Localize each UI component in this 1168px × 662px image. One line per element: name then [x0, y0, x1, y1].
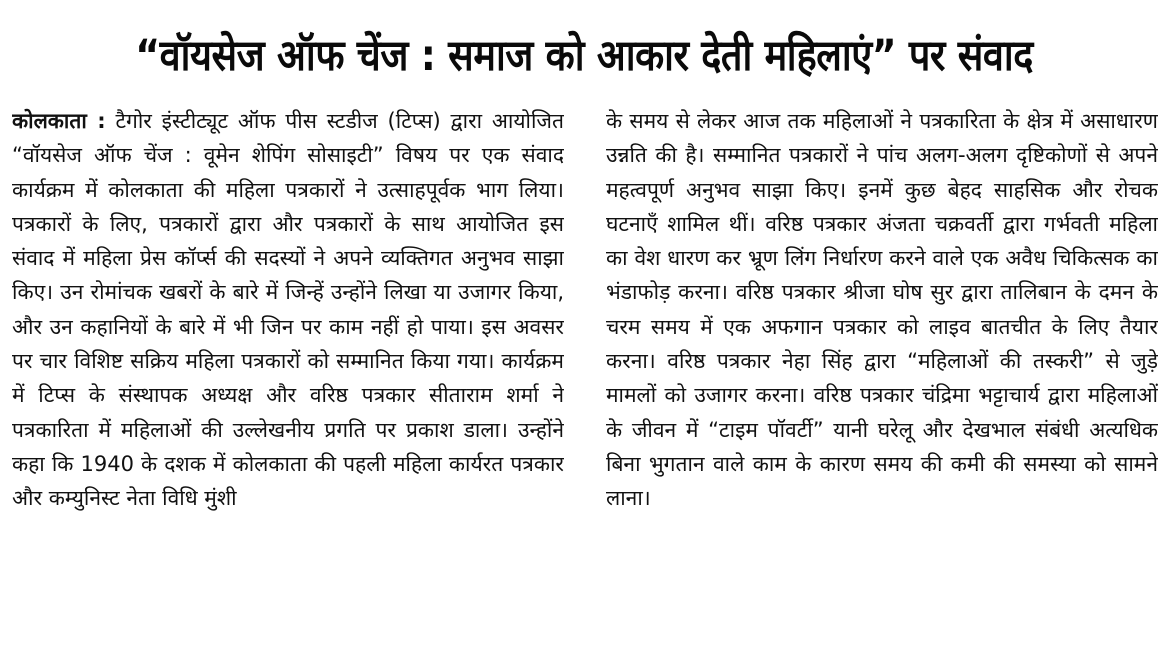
- dateline: कोलकाता :: [12, 109, 106, 133]
- article-headline: “वॉयसेज ऑफ चेंज : समाज को आकार देती महिलाएं” पर संवाद: [135, 31, 1033, 81]
- article-column-2-text: के समय से लेकर आज तक महिलाओं ने पत्रकारिता के क्षेत्र में असाधारण उन्नति की है। सम्मानित पत्रकारों ने पांच अलग-अलग दृष्टिकोणों से अपने महत्वपूर्ण अनुभव साझा किए। इनमें कुछ बेहद साहसिक और रोचक घटनाएँ शामिल थीं। वरिष्ठ पत्रकार अंजता चक्रवर्ती द्वारा गर्भवती महिला का वेश धारण कर भ्रूण लिंग निर्धारण करने वाले एक अवैध चिकित्सक का भंडाफोड़ करना। वरिष्ठ पत्रकार श्रीजा घोष सुर द्वारा तालिबान के दमन के चरम समय में एक अफगान पत्रकार को लाइव बातचीत के लिए तैयार करना। वरिष्ठ पत्रकार नेहा सिंह द्वारा “महिलाओं की तस्करी” से जुड़े मामलों को उजागर करना। वरिष्ठ पत्रकार चंद्रिमा भट्टाचार्य द्वारा महिलाओं के जीवन में “टाइम पॉवर्टी” यानी घरेलू और देखभाल संबंधी अत्यधिक बिना भुगतान वाले काम के कारण समय की कमी की समस्या को सामने लाना।: [606, 109, 1158, 511]
- column-1-body: टैगोर इंस्टीट्यूट ऑफ पीस स्टडीज (टिप्स) द्वारा आयोजित “वॉयसेज ऑफ चेंज : वूमेन शेपिंग सोसाइटी” विषय पर एक संवाद कार्यक्रम में कोलकाता की महिला पत्रकारों ने उत्साहपूर्वक भाग लिया। पत्रकारों के लिए, पत्रकारों द्वारा और पत्रकारों के साथ आयोजित इस संवाद में महिला प्रेस कॉर्प्स की सदस्यों ने अपने व्यक्तिगत अनुभव साझा किए। उन रोमांचक खबरों के बारे में जिन्हें उन्होंने लिखा या उजागर किया, और उन कहानियों के बारे में भी जिन पर काम नहीं हो पाया। इस अवसर पर चार विशिष्ट सक्रिय महिला पत्रकारों को सम्मानित किया गया। कार्यक्रम में टिप्स के संस्थापक अध्यक्ष और वरिष्ठ पत्रकार सीताराम शर्मा ने पत्रकारिता में महिलाओं की उल्लेखनीय प्रगति पर प्रकाश डाला। उन्होंने कहा कि 1940 के दशक में कोलकाता की पहली महिला कार्यरत पत्रकार और कम्युनिस्ट नेता विधि मुंशी: [12, 109, 564, 511]
- article-column-1: [12, 104, 564, 652]
- article-column-1-text: [12, 104, 564, 516]
- article-column-2: [606, 104, 1158, 652]
- article-body: [12, 104, 1158, 652]
- article-headline-container: [10, 18, 1158, 94]
